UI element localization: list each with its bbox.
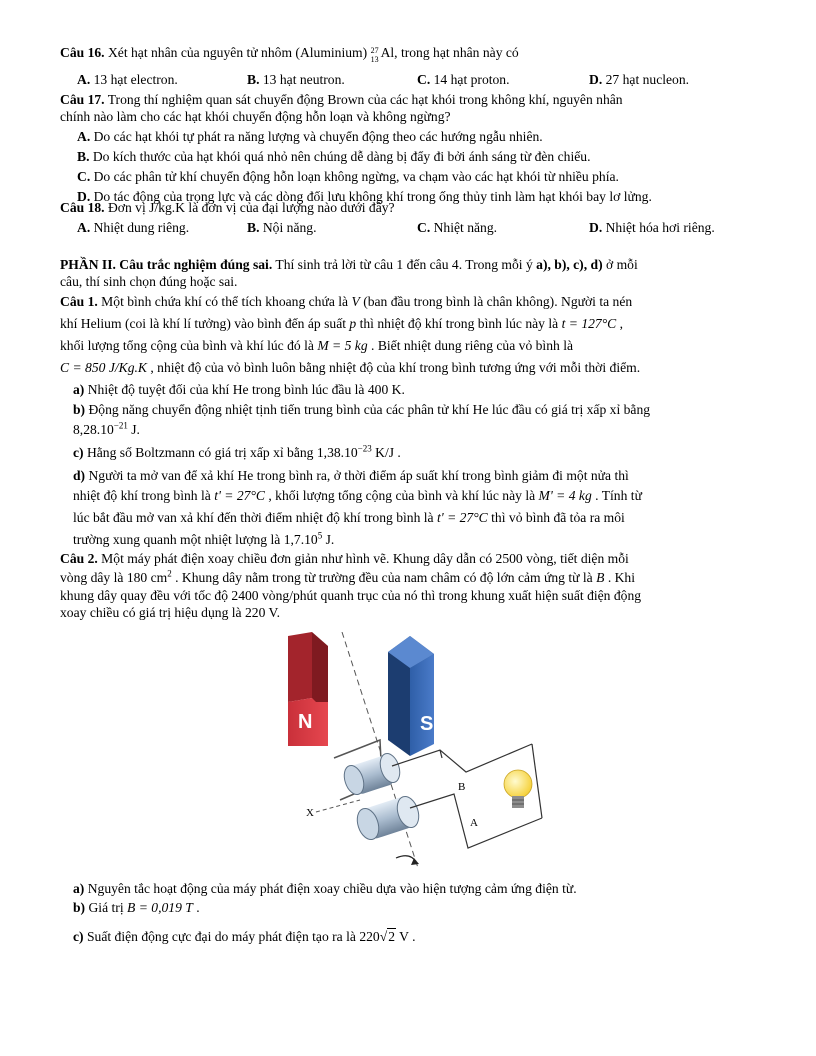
- cau-2-statement-a: a) Nguyên tắc hoạt động của máy phát điện xoay chiều dựa vào hiện tượng cảm ứng điện từ.: [73, 881, 577, 896]
- q18-label: Câu 18.: [60, 200, 105, 215]
- cau-1: Câu 1. Một bình chứa khí có thể tích khoang chứa là V (ban đầu trong bình là chân không). Người ta nén khí Helium (coi là khí lí tưởng) vào bình đến áp suất p thì nhiệt độ khí trong bình lúc này là t = 127°C , khối lượng tổng cộng của bình và khí lúc đó là M = 5 kg . Biết nhiệt dung riêng của vỏ bình là C = 850 J/Kg.K , nhiệt độ của vỏ bình luôn bằng nhiệt độ của khí trong bình tương ứng với mỗi thời điểm. a) Nhiệt độ tuyệt đối của khí He trong bình lúc đầu là 400 K. b) Động năng chuyển động nhiệt tịnh tiến trung bình của các phân tử khí He lúc đầu có giá trị xấp xỉ bằng $8,28.10^{-21}$ J. c) Hằng số Boltzmann có giá trị xấp xỉ bằng $1,38.10^{-23}$ K/J . d) Người ta mở van để xả khí He trong bình ra, ở thời điểm áp suất khí trong bình giảm đi một nửa thì nhiệt độ khí trong bình là t' = 27°C , khối lượng tổng cộng của bình và khí lúc này là M' = 4 kg . Tính từ lúc bắt đầu mở van xả khí đến thời điểm nhiệt độ khí trong bình là t' = 27°C thì vỏ bình đã tỏa ra môi trường xung quanh một nhiệt lượng là 1,7.10$^5$ J.: [60, 293, 760, 548]
- q18-option-d: D. Nhiệt hóa hơi riêng.: [589, 220, 715, 235]
- generator-diagram: [270, 632, 560, 868]
- cau-1-statement-a: a) Nhiệt độ tuyệt đối của khí He trong bình lúc đầu là 400 K.: [73, 382, 405, 397]
- cau-1-statement-c: c) Hằng số Boltzmann có giá trị xấp xỉ bằng $1,38.10^{-23}$ K/J .: [73, 443, 401, 460]
- cau-2-statement-b: b) Giá trị B = 0,019 T .: [73, 900, 200, 915]
- south-label: S: [420, 713, 434, 735]
- slip-rings: [341, 751, 423, 842]
- axis-x-label: X: [306, 807, 314, 819]
- light-bulb-icon: [504, 770, 532, 808]
- q16-option-a: A. 13 hạt electron.: [77, 72, 178, 87]
- q17-option-b: B. Do kích thước của hạt khói quá nhỏ nên chúng dễ dàng bị đẩy đi bởi ánh sáng từ đèn chiếu.: [77, 149, 591, 164]
- q18-option-c: C. Nhiệt năng.: [417, 220, 498, 235]
- q16-label: Câu 16.: [60, 45, 105, 60]
- question-17: Câu 17. Trong thí nghiệm quan sát chuyển động Brown của các hạt khói trong không khí, nguyên nhân chính nào làm cho các hạt khói chuyển động hỗn loạn và không ngừng? A. Do các hạt khói tự phát ra năng lượng và chuyển động theo các hướng ngẫu nhiên. B. Do kích thước của hạt khói quá nhỏ nên chúng dễ dàng bị đẩy đi bởi ánh sáng từ đèn chiếu. C. Do các phân tử khí chuyển động hỗn loạn không ngừng, va chạm vào các hạt khói từ nhiều phía. D. Do tác động của trọng lực và các dòng đối lưu không khí trong ống thủy tinh làm hạt khói bay lơ lửng.: [60, 91, 760, 205]
- north-magnet: [288, 632, 328, 746]
- south-magnet: [388, 636, 434, 756]
- generator-figure: [270, 632, 560, 868]
- cau-2-statements: [60, 880, 760, 945]
- q16-option-d: D. 27 hạt nucleon.: [589, 72, 690, 87]
- brush-a-label: A: [470, 817, 478, 829]
- q16-option-c: C. 14 hạt proton.: [417, 72, 510, 87]
- q17-option-a: A. Do các hạt khói tự phát ra năng lượng và chuyển động theo các hướng ngẫu nhiên.: [77, 129, 543, 144]
- isotope-notation: 27 13: [370, 46, 379, 64]
- part-2-header: PHẦN II. Câu trắc nghiệm đúng sai. Thí sinh trả lời từ câu 1 đến câu 4. Trong mỗi ý a), b), c), d) ở mỗi câu, thí sinh chọn đúng hoặc sai.: [60, 257, 638, 289]
- cau-1-statement-d: d) Người ta mở van để xả khí He trong bình ra, ở thời điểm áp suất khí trong bình giảm đi một nửa thì: [73, 468, 629, 483]
- question-18: Câu 18. Đơn vị J/kg.K là đơn vị của đại lượng nào dưới đây? A. Nhiệt dung riêng. B. Nội năng. C. Nhiệt năng. D. Nhiệt hóa hơi riêng.: [60, 199, 760, 236]
- cau-2-statement-c: c) Suất điện động cực đại do máy phát điện tạo ra là 220√2 V .: [73, 929, 416, 944]
- north-label: N: [298, 711, 313, 733]
- q18-option-b: B. Nội năng.: [247, 220, 317, 235]
- q18-option-a: A. Nhiệt dung riêng.: [77, 220, 190, 235]
- brush-b-label: B: [458, 781, 466, 793]
- cau-1-statement-b: b) Động năng chuyển động nhiệt tịnh tiến trung bình của các phân tử khí He lúc đầu có giá trị xấp xỉ bằng: [73, 402, 651, 417]
- part-2-title: PHẦN II. Câu trắc nghiệm đúng sai.: [60, 257, 273, 272]
- q18-options: [60, 219, 760, 236]
- cau-2: Câu 2. Một máy phát điện xoay chiều đơn giản như hình vẽ. Khung dây dẫn có 2500 vòng, tiết diện mỗi vòng dây là 180 $cm^2$ . Khung dây nằm trong từ trường đều của nam châm có độ lớn cảm ứng từ là B . Khi khung dây quay đều với tốc độ 2400 vòng/phút quanh trục của nó thì trong khung xuất hiện suất điện động xoay chiều có giá trị hiệu dụng là 220 V.: [60, 551, 642, 620]
- cau-2-label: Câu 2.: [60, 551, 98, 566]
- q17-option-d: D. Do tác động của trọng lực và các dòng đối lưu không khí trong ống thủy tinh làm hạt khói bay lơ lửng.: [77, 189, 652, 204]
- q16-option-b: B. 13 hạt neutron.: [247, 72, 345, 87]
- q16-options: [60, 71, 760, 88]
- q17-option-c: C. Do các phân tử khí chuyển động hỗn loạn không ngừng, va chạm vào các hạt khói từ nhiều phía.: [77, 169, 619, 184]
- question-16: Câu 16. Xét hạt nhân của nguyên tử nhôm (Aluminium) 27 13 Al, trong hạt nhân này có A. 13 hạt electron. B. 13 hạt neutron. C. 14 hạt proton. D. 27 hạt nucleon.: [60, 44, 760, 88]
- q17-label: Câu 17.: [60, 92, 105, 107]
- cau-1-label: Câu 1.: [60, 294, 98, 309]
